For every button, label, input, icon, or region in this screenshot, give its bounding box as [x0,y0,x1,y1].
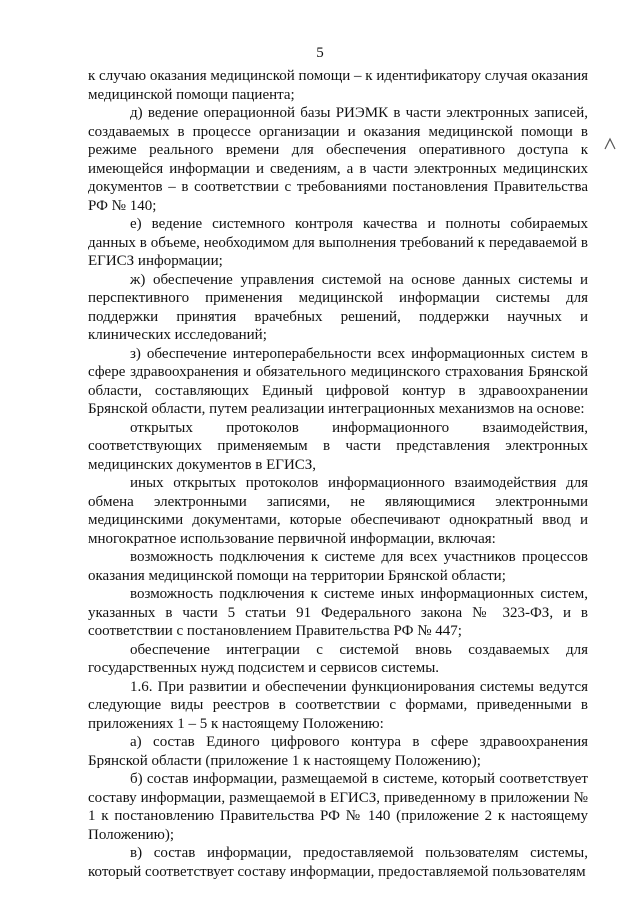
paragraph: в) состав информации, предоставляемой пользователям системы, который соответствует составу информации, предоставляемой пользователям [88,845,588,880]
paragraph: б) состав информации, размещаемой в системе, который соответствует составу информации, размещаемой в ЕГИСЗ, приведенному в приложении № 1 к постановлению Правительства РФ № 140 (приложение 2 к настоящему Положению); [88,771,588,843]
paragraph: иных открытых протоколов информационного взаимодействия для обмена электронными записями, не являющимися электронными медицинскими документами, которые обеспечивают однократный ввод и многократное использование первичной информации, включая: [88,475,588,547]
paragraph: обеспечение интеграции с системой вновь создаваемых для государственных нужд подсистем и сервисов системы. [88,641,588,676]
scan-mark-icon [603,137,617,151]
paragraph: к случаю оказания медицинской помощи – к идентификатору случая оказания медицинской помощи пациента; [88,68,589,103]
paragraph: ж) обеспечение управления системой на основе данных системы и перспективного применения медицинской информации системы для поддержки принятия врачебных решений, поддержки научных и клинических исследований; [88,271,588,343]
paragraph: возможность подключения к системе иных информационных систем, указанных в части 5 статьи 91 Федерального закона № 323-ФЗ, и в соответствии с постановлением Правительства РФ № 447; [88,586,588,639]
paragraph: а) состав Единого цифрового контура в сфере здравоохранения Брянской области (приложение 1 к настоящему Положению); [88,734,588,769]
page-number: 5 [316,45,324,61]
document-body [88,67,588,881]
paragraph: возможность подключения к системе для всех участников процессов оказания медицинской помощи на территории Брянской области; [88,549,588,584]
paragraph: 1.6. При развитии и обеспечении функционирования системы ведутся следующие виды реестров в соответствии с формами, приведенными в приложениях 1 – 5 к настоящему Положению: [88,678,588,732]
paragraph: открытых протоколов информационного взаимодействия, соответствующих применяемым в части представления электронных медицинских документов в ЕГИСЗ, [88,419,588,473]
paragraph: е) ведение системного контроля качества и полноты собираемых данных в объеме, необходимом для выполнения требований к передаваемой в ЕГИСЗ информации; [88,216,588,269]
paragraph: з) обеспечение интероперабельности всех информационных систем в сфере здравоохранения и обязательного медицинского страхования Брянской области, составляющих Единый цифровой контур в здравоохранении Брянской области, путем реализации интеграционных механизмов на основе: [88,345,588,417]
paragraph: д) ведение операционной базы РИЭМК в части электронных записей, создаваемых в процессе организации и оказания медицинской помощи в режиме реального времени для обеспечения оперативного доступа к имеющейся информации и сведениям, а в части электронных медицинских документов – в соответствии с требованиями постановления Правительства РФ № 140; [88,105,588,214]
